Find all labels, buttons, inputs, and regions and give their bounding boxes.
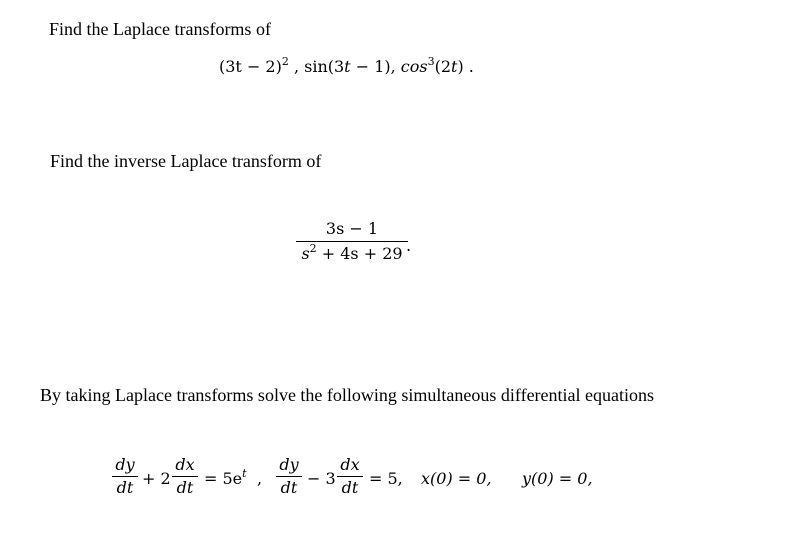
expr3-exponent: 3	[427, 55, 435, 68]
fraction-denominator: $s^2 + 4s + 29$	[301, 242, 403, 263]
expr-3t-minus-2: (3t − 2)	[219, 57, 282, 76]
question-2-heading: Find the inverse Laplace transform of	[50, 151, 322, 171]
question-3-heading: By taking Laplace transforms solve the following simultaneous differential equations	[40, 385, 655, 405]
expr1-exponent: 2	[281, 55, 289, 68]
equals-5e-t: = $5e^t$	[204, 467, 247, 488]
expr3-arg-close: ) .	[457, 57, 474, 76]
comma-separator: ,	[257, 469, 263, 488]
plus-two: + 2	[142, 469, 171, 488]
inverse-laplace-fraction	[296, 219, 408, 263]
fraction-trailing-period: .	[406, 236, 412, 255]
equals-five: = 5,	[369, 469, 403, 488]
expr2-rest: − 1),	[350, 57, 401, 76]
frac-dy-dt-1: dy dt	[112, 455, 138, 497]
initial-condition-x: x(0) = 0,	[421, 469, 492, 488]
minus-three: − 3	[307, 469, 336, 488]
expr3-cos: cos	[400, 57, 428, 76]
fraction-numerator: 3s − 1	[325, 219, 379, 238]
question-1-heading: Find the Laplace transforms of	[49, 19, 271, 39]
frac-dx-dt-1: dx dt	[172, 455, 198, 497]
expr2-var: t	[344, 57, 351, 76]
frac-dy-dt-2: dy dt	[276, 455, 302, 497]
sep-sin: , sin(3	[288, 57, 345, 76]
frac-dx-dt-2: dx dt	[337, 455, 363, 497]
laplace-expressions	[219, 57, 474, 76]
initial-condition-y: y(0) = 0,	[522, 469, 593, 488]
expr3-var: t	[451, 57, 458, 76]
expr3-arg-open: (2	[434, 57, 452, 76]
